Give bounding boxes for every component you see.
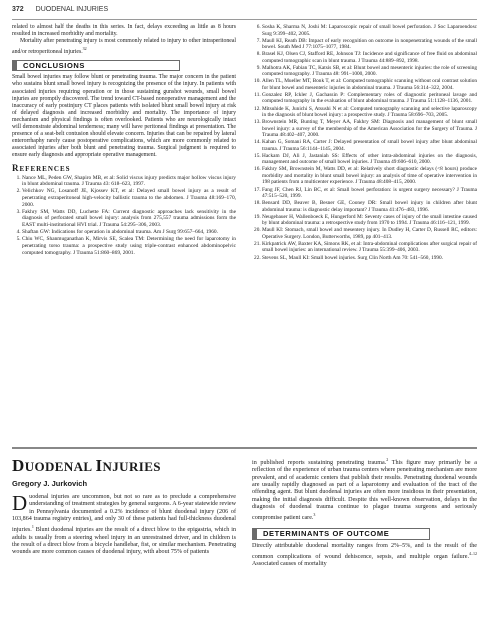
paragraph	[12, 24, 236, 38]
reference-item: 7. Maull KI, Reath DB: Impact of early recognition on outcome in nonpenetrating wounds of the small bowel. South Med J 77:1075–1077, 1984.	[262, 38, 477, 51]
reference-item: 2. Velichkov NG, Losanoff JE, Kjossev KT, et al: Delayed small bowel injury as a result of penetrating extraperitoneal high-velocity ballistic trauma to the abdomen. J Trauma 48:169–170, 2000.	[22, 188, 236, 208]
chapter-right-column	[252, 456, 477, 569]
references-heading-cap: R	[12, 162, 20, 173]
intro-text-continued: Blunt duodenal injuries are the result of a direct blow to the epigastria, which in adults is usually from a steering wheel injury in an unrestrained driver, and in children is the result of a direct blow from a bicycle handlebar, fist, or similar mechanism. Penetrating wounds are more common causes of duodenal injury, with about 75% of patients	[12, 527, 236, 556]
citation: 32	[82, 46, 87, 52]
references-list-right	[252, 24, 477, 261]
citation: 3	[313, 512, 316, 518]
paragraph-text: Mortality after penetrating injury is most commonly related to injury to other intraperitoneal and/or retroperitoneal injuries.	[12, 38, 236, 56]
paragraph-text: Associated causes of mortality	[252, 561, 327, 568]
running-title: DUODENAL INJURIES	[35, 6, 109, 13]
paragraph	[252, 456, 477, 522]
reference-item: 13. Brownstein MR, Bunting T, Meyer AA, Fakhry SM: Diagnosis and management of blunt small bowel injury: a survey of the membership of the American Association for the Surgery of Trauma. J Trauma 48:402–407, 2000.	[262, 119, 477, 139]
reference-item: 20. Maull KI: Stomach, small bowel and mesentery injury. In Dudley H, Carter D, Russell RC, editors: Operative Surgery. London, Butterworths, 1989, pp 401–413.	[262, 227, 477, 240]
left-column	[12, 24, 236, 257]
citation: 4–12	[469, 551, 477, 557]
references-heading	[12, 162, 236, 173]
intro-column	[12, 491, 237, 556]
reference-item: 3. Fakhry SM, Watts DD, Luchette FA: Current diagnostic approaches lack sensitivity in the diagnosis of perforated small bowel injury: analysis from 275,557 trauma admissions form the EAST multi-institutional HVI trial. J Trauma 54:295–306, 2003.	[22, 209, 236, 229]
chapter-divider	[12, 447, 477, 449]
title-cap: D	[12, 456, 25, 475]
reference-item: 15. Hackam DJ, Ali J, Jastaniah SS: Effects of other intra-abdominal injuries on the diagnosis, management and outcome of small bowel injuries. J Trauma 49:606–610, 2000.	[262, 153, 477, 166]
reference-item: 14. Kahan G, Somani RA, Carter J: Delayed presentation of small bowel injury after blunt abdominal trauma. J Trauma 56:1144–1145, 2004.	[262, 139, 477, 152]
reference-item: 10. Allen TL, Mueller MT, Bonk T, et al: Computed tomographic scanning without oral contrast solution for blunt bowel and mesenteric injuries in abdominal trauma. J Trauma 56:314–322, 2004.	[262, 78, 477, 91]
running-header	[12, 6, 477, 20]
paragraph-text: in published reports sustaining penetrating trauma.	[252, 460, 387, 467]
reference-item: 6. Sosha K, Sharma N, Joshi M: Laparoscopic repair of small bowel perforation. J Soc Laparoendosc Surg 9:399–402, 2005.	[262, 24, 477, 37]
page-number: 372	[12, 6, 24, 13]
reference-item: 16. Fakhry SM, Brownstein M, Watts DD, et al: Relatively short diagnostic delays (<8 hours) produce morbidity and mortality in blunt small bowel injury: an analysis of time of operative intervention in 198 patients from a multicenter experience. J Trauma 48:408–415, 2000.	[262, 166, 477, 186]
intro-text: uodenal injuries are uncommon, but not so rare as to preclude a comprehensive understanding of treatment strategies by general surgeons. A 6-year statewide review in Pennsylvania documented a 0.2% incidence of blunt duodenal injury (206 of 103,864 trauma registry entries), and only 30 of these patients had full-thickness duodenal injuries.	[12, 494, 237, 534]
title-part: UODENAL	[24, 459, 96, 474]
reference-item: 5. Chiu WC, Shanmuganathan K, Mirvis SE, Scalea TM: Determining the need for laparotomy in penetrating torso trauma: a prospective study using triple-contrast enhanced abdominopelvic computed tomography. J Trauma 51:860–869, 2001.	[22, 236, 236, 256]
reference-item: 12. Mitsuhide K, Junichi S, Atsushi N et al: Computed tomography scanning and selective laparoscopy in the diagnosis of blunt bowel injury: a prospective study. J Trauma 58:696–703, 2005.	[262, 106, 477, 119]
right-column-references	[252, 24, 477, 262]
header-rule	[12, 19, 477, 20]
paragraph	[12, 38, 236, 56]
reference-item: 11. Gonzalez RP, Ickler J, Gachassin P: Complementary roles of diagnostic peritoneal lavage and computed tomography in the evaluation of blunt abdominal trauma. J Trauma 51:1128–1136, 2001.	[262, 92, 477, 105]
paragraph-text: Directly attributable duodenal mortality ranges from 2%–5%, and is the result of the common complications of wound dehiscence, sepsis, and multiple organ failure.	[252, 542, 477, 561]
reference-item: 9. Malhotra AK, Fabian TC, Katsis SB, et al: Blunt bowel and mesenteric injuries: the role of screening computed tomography. J Trauma 48: 991–1000, 2000.	[262, 65, 477, 78]
reference-item: 17. Fang JF, Chen RJ, Lin BC, et al: Small bowel perforation: is urgent surgery necessary? J Trauma 47:515–520, 1999.	[262, 187, 477, 200]
chapter-author: Gregory J. Jurkovich	[12, 479, 88, 488]
reference-item: 19. Neugebauer H, Wallenboeck E, Hungerford M: Seventy cases of injury of the small intestine caused by blunt abdominal trauma: a retrospective study from 1970 to 1994. J Trauma 46:116–121, 1999.	[262, 214, 477, 227]
citation: 2	[386, 457, 389, 462]
conclusions-heading: CONCLUSIONS	[12, 60, 180, 71]
paragraph-text: related to almost half the deaths in this series. In fact, delays exceeding as little as 8 hours resulted in increased morbidity and mortality.	[12, 24, 236, 38]
references-heading-rest: EFERENCES	[19, 164, 71, 173]
citation: 1	[31, 524, 34, 530]
reference-item: 22. Stevens SL, Maull KI: Small bowel injuries. Surg Clin North Am 70: 541–560, 1990.	[262, 255, 477, 262]
paragraph-text: This figure may primarily be a reflection of the experience of urban trauma centers where penetrating mechanism are more prevalent, and of academic centers that publish their results. Penetrating duodenal wounds are usually rapidly diagnosed as part of a laparotomy and evaluation of the tract of the offending agent. But blunt duodenal injuries are often more insidious in their presentation, making the initial diagnosis difficult. Despite this well-known observation, delays in the diagnosis of duodenal trauma continue to plague trauma surgeons and seriously compromise patient care.	[252, 460, 477, 522]
reference-item: 21. Kirkpatrick AW, Baxter KA, Simons RK, et al: Intra-abdominal complications after surgical repair of small bowel injuries: an international review. J Trauma 55:399–406, 2003.	[262, 241, 477, 254]
conclusions-text: Small bowel injuries may follow blunt or penetrating trauma. The major concern in the patient who sustains blunt small bowel injury is recognizing the presence of the injury. In patients with associated injuries requiring operation or in those sustaining gunshot wounds, small bowel injuries are promptly discovered. The trend toward CT-based nonoperative management and the inaccuracy of early postinjury CT places patients with isolated blunt small bowel injury at risk of delayed diagnosis and increased morbidity and mortality. The importance of injury mechanism and physical findings is often overlooked. Patients who are neurologically intact will demonstrate abdominal tenderness; many will have peritoneal findings at presentation. The presence of a seat-belt contusion should elevate concern. Injuries that can be repaired by lateral enterorrhaphy rarely cause postoperative complications, which are more commonly related to associated injuries after both blunt and penetrating trauma. Surgical judgment is required to ensure early diagnosis and appropriate operative management.	[12, 74, 236, 159]
paragraph	[252, 543, 477, 569]
reference-item: 8. Brasel KJ, Olsen CJ, Stafford RE, Johnson TJ: Incidence and significance of free fluid on abdominal computed tomographic scan in blunt trauma. J Trauma 44:889–892, 1998.	[262, 51, 477, 64]
title-cap: I	[95, 456, 103, 475]
drop-cap: D	[12, 491, 28, 515]
reference-item: 4. Shaftan GW: Indications for operation in abdominal trauma. Am J Surg 99:657–664, 1960.	[22, 229, 236, 236]
reference-item: 1. Nance ML, Peden GW, Shapiro MB, et al: Solid viscus injury predicts major hollow viscus injury in blunt abdominal trauma. J Trauma 43: 618–623, 1997.	[22, 175, 236, 188]
references-list-left	[12, 175, 236, 257]
determinants-heading: DETERMINANTS OF OUTCOME	[252, 528, 430, 539]
chapter-title	[12, 456, 161, 476]
reference-item: 18. Bensard DD, Beaver B, Besner GE, Cooney DR: Small bowel injury in children after blunt abdominal trauma: is diagnostic delay important? J Trauma 41:476–483, 1996.	[262, 200, 477, 213]
title-part: NJURIES	[102, 459, 161, 474]
